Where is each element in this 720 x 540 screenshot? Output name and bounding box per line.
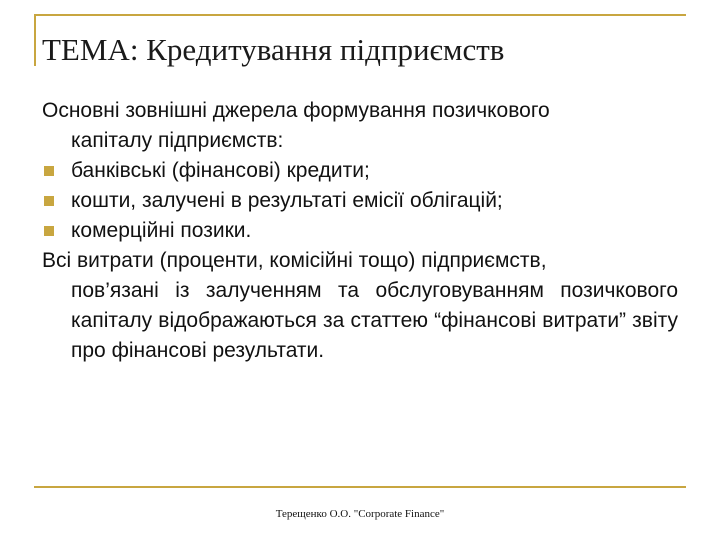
footer-text: Терещенко О.О. "Corporate Finance" xyxy=(275,508,445,520)
paragraph-2-line-1: Всі витрати (проценти, комісійні тощо) підприємств, xyxy=(42,249,547,272)
bullet-item xyxy=(42,156,678,186)
bullet-item xyxy=(42,216,678,246)
bullet-text: банківські (фінансові) кредити; xyxy=(71,159,370,182)
slide-body xyxy=(42,96,678,366)
paragraph-2-continuation: пов’язані із залученням та обслуговуванням позичкового капіталу відображаються за статтею “фінансові витрати” звіту про фінансові результати. xyxy=(71,279,678,362)
square-bullet-icon xyxy=(44,166,54,176)
bullet-text: комерційні позики. xyxy=(71,219,252,242)
intro-line-1: Основні зовнішні джерела формування позичкового xyxy=(42,99,550,122)
square-bullet-icon xyxy=(44,226,54,236)
square-bullet-icon xyxy=(44,196,54,206)
bullet-text: кошти, залучені в результаті емісії облігацій; xyxy=(71,189,503,212)
intro-line-2: капіталу підприємств: xyxy=(71,129,284,152)
footer-rule xyxy=(34,486,686,488)
title-rule-horizontal xyxy=(34,14,686,16)
title-rule-vertical xyxy=(34,14,36,66)
bullet-item xyxy=(42,186,678,216)
slide-title: ТЕМА: Кредитування підприємств xyxy=(42,32,505,67)
